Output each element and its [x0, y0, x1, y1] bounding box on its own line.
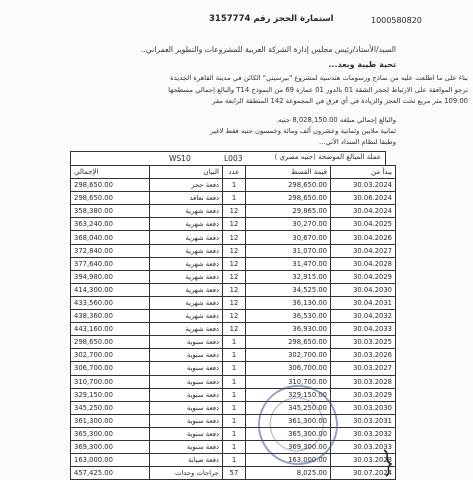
cell-installment: 369,300.00 — [246, 440, 331, 453]
cell-start-date: 30.04.2032 — [331, 310, 396, 323]
cell-count: 1 — [223, 414, 246, 427]
cell-description: دفعة شهرية — [150, 244, 223, 257]
table-row — [71, 296, 396, 309]
table-row — [71, 310, 396, 323]
table-row — [71, 192, 396, 205]
table-row — [71, 323, 396, 336]
cell-description: دفعة سنوية — [150, 336, 223, 349]
cell-description: دفعة شهرية — [150, 257, 223, 270]
cell-total: 298,650.00 — [71, 336, 150, 349]
table-body — [71, 179, 396, 480]
cell-description: دفعة صيانة — [150, 454, 223, 467]
cell-installment: 30,270.00 — [246, 218, 331, 231]
cell-description: دفعة شهرية — [150, 205, 223, 218]
cell-installment: 302,700.00 — [246, 349, 331, 362]
table-row — [71, 218, 396, 231]
cell-start-date: 30.03.2026 — [331, 349, 396, 362]
cell-total: 368,040.00 — [71, 231, 150, 244]
table-row — [71, 362, 396, 375]
cell-start-date: 30.04.2030 — [331, 283, 396, 296]
cell-installment: 36,930.00 — [246, 323, 331, 336]
cell-count: 1 — [223, 454, 246, 467]
cell-count: 1 — [223, 427, 246, 440]
cell-start-date: 30.03.2028 — [331, 375, 396, 388]
cell-count: 12 — [223, 270, 246, 283]
col-header-start-date: يبدأ من — [331, 166, 396, 179]
table-row — [71, 179, 396, 192]
cell-total: 361,300.00 — [71, 414, 150, 427]
cell-total: 298,650.00 — [71, 179, 150, 192]
cell-installment: 310,700.00 — [246, 375, 331, 388]
cell-installment: 298,650.00 — [246, 192, 331, 205]
cell-count: 1 — [223, 192, 246, 205]
cell-description: دفعة سنوية — [150, 427, 223, 440]
cell-total: 298,650.00 — [71, 192, 150, 205]
total-amount-line: والبالغ إجمالي مبلغه 8,028,150.00 جنيه. — [276, 116, 396, 124]
cell-count: 1 — [223, 401, 246, 414]
cell-count: 12 — [223, 283, 246, 296]
cell-installment: 8,025.00 — [246, 467, 331, 480]
cell-start-date: 30.03.2027 — [331, 362, 396, 375]
cell-start-date: 30.04.2024 — [331, 205, 396, 218]
paragraph-line-1: بناء على ما اطلعت عليه من نماذج ورسومات هندسية لمشروع "بيرسيتي" الكائن في مدينة القاهرة الجديدة — [170, 74, 468, 82]
form-title: استمارة الحجز رقم 3157774 — [209, 14, 334, 24]
cell-total: 363,240.00 — [71, 218, 150, 231]
cell-count: 12 — [223, 257, 246, 270]
cell-start-date: 30.03.2032 — [331, 427, 396, 440]
cell-installment: 298,650.00 — [246, 179, 331, 192]
paragraph-line-3: 109.00 متر مربع تحت العجز والزيادة في أي فرق في المجموعة 142 المنطقة الرابعة مقر — [212, 97, 468, 105]
cell-count: 1 — [223, 179, 246, 192]
document-number: 1000580820 — [371, 16, 422, 25]
cell-start-date: 30.03.2025 — [331, 336, 396, 349]
cell-start-date: 30.04.2029 — [331, 270, 396, 283]
col-header-installment: قيمة القسط — [246, 166, 331, 179]
cell-start-date: 30.03.2033 — [331, 440, 396, 453]
table-row — [71, 401, 396, 414]
cell-start-date: 30.04.2028 — [331, 257, 396, 270]
cell-count: 12 — [223, 218, 246, 231]
cell-count: 12 — [223, 296, 246, 309]
cell-total: 306,700.00 — [71, 362, 150, 375]
cell-total: 377,640.00 — [71, 257, 150, 270]
payment-system-line: وطبقا لنظام السداد الآتي... — [318, 138, 396, 146]
cell-total: 329,150.00 — [71, 388, 150, 401]
cell-installment: 32,915.00 — [246, 270, 331, 283]
cell-installment: 163,000.00 — [246, 454, 331, 467]
addressee-line: السيد/الأستاذ/رئيس مجلس إدارة الشركة العربية للمشروعات والتطوير العمراني.. — [141, 45, 396, 54]
paragraph-line-2: نرجو الموافقة على الارتباط لحجز الشقة 01 بالدور 01 عمارة 69 من النموذج T14 والبالغ إجمالي مسطحها — [168, 86, 468, 94]
greeting-line: تحية طيبة وبعد... — [328, 60, 396, 69]
signature-mark — [381, 448, 395, 478]
cell-total: 394,980.00 — [71, 270, 150, 283]
table-row — [71, 414, 396, 427]
table-row — [71, 231, 396, 244]
cell-description: دفعة سنوية — [150, 440, 223, 453]
col-header-description: البيان — [150, 166, 223, 179]
payment-table — [70, 165, 396, 480]
cell-description: دفعة شهرية — [150, 323, 223, 336]
cell-installment: 31,470.00 — [246, 257, 331, 270]
cell-start-date: 30.04.2031 — [331, 296, 396, 309]
cell-count: 1 — [223, 362, 246, 375]
cell-total: 443,160.00 — [71, 323, 150, 336]
cell-count: 1 — [223, 440, 246, 453]
cell-description: دفعة سنوية — [150, 414, 223, 427]
cell-installment: 361,300.00 — [246, 414, 331, 427]
table-header-row — [71, 166, 396, 179]
total-in-words-line: ثمانية ملايين وثمانية وعشرون ألف ومائة وخمسون جنيه فقط لاغير — [210, 127, 396, 135]
cell-count: 1 — [223, 388, 246, 401]
cell-description: دفعة سنوية — [150, 401, 223, 414]
cell-installment: 365,300.00 — [246, 427, 331, 440]
table-row — [71, 454, 396, 467]
cell-description: دفعة سنوية — [150, 388, 223, 401]
table-row — [71, 467, 396, 480]
cell-description: دفعة تعاقد — [150, 192, 223, 205]
cell-total: 372,840.00 — [71, 244, 150, 257]
cell-description: دفعة شهرية — [150, 283, 223, 296]
col-header-total: الإجمالي — [71, 166, 150, 179]
cell-count: 12 — [223, 205, 246, 218]
cell-total: 163,000.00 — [71, 454, 150, 467]
table-row — [71, 244, 396, 257]
cell-description: دفعة سنوية — [150, 362, 223, 375]
cell-start-date: 30.03.2029 — [331, 388, 396, 401]
table-caption — [70, 151, 386, 165]
cell-count: 1 — [223, 375, 246, 388]
cell-installment: 329,150.00 — [246, 388, 331, 401]
table-row — [71, 205, 396, 218]
code-l: L003 — [224, 154, 243, 163]
cell-total: 433,560.00 — [71, 296, 150, 309]
table-row — [71, 375, 396, 388]
table-row — [71, 388, 396, 401]
cell-installment: 29,865.00 — [246, 205, 331, 218]
cell-total: 365,300.00 — [71, 427, 150, 440]
cell-count: 12 — [223, 231, 246, 244]
cell-start-date: 30.04.2033 — [331, 323, 396, 336]
cell-description: دفعة شهرية — [150, 310, 223, 323]
cell-start-date: 30.04.2026 — [331, 231, 396, 244]
cell-installment: 298,650.00 — [246, 336, 331, 349]
cell-start-date: 30.03.2024 — [331, 179, 396, 192]
cell-count: 1 — [223, 349, 246, 362]
cell-installment: 306,700.00 — [246, 362, 331, 375]
cell-count: 12 — [223, 323, 246, 336]
table-row — [71, 270, 396, 283]
table-row — [71, 257, 396, 270]
cell-description: دفعة حجز — [150, 179, 223, 192]
cell-description: دفعة شهرية — [150, 296, 223, 309]
cell-start-date: 30.07.2024 — [331, 467, 396, 480]
cell-installment: 345,250.00 — [246, 401, 331, 414]
cell-total: 302,700.00 — [71, 349, 150, 362]
cell-start-date: 30.03.2031 — [331, 414, 396, 427]
cell-start-date: 30.04.2027 — [331, 244, 396, 257]
cell-description: دفعة سنوية — [150, 349, 223, 362]
table-row — [71, 349, 396, 362]
cell-description: دفعة شهرية — [150, 218, 223, 231]
cell-total: 414,300.00 — [71, 283, 150, 296]
cell-installment: 36,130.00 — [246, 296, 331, 309]
payment-schedule — [70, 151, 392, 480]
cell-count: 57 — [223, 467, 246, 480]
cell-total: 310,700.00 — [71, 375, 150, 388]
cell-description: دفعة شهرية — [150, 231, 223, 244]
code-ws: WS10 — [169, 154, 191, 163]
table-row — [71, 283, 396, 296]
cell-installment: 31,070.00 — [246, 244, 331, 257]
cell-description: دفعة شهرية — [150, 270, 223, 283]
cell-installment: 36,530.00 — [246, 310, 331, 323]
col-header-count: عدد — [223, 166, 246, 179]
cell-total: 438,360.00 — [71, 310, 150, 323]
cell-total: 358,380.00 — [71, 205, 150, 218]
cell-total: 345,250.00 — [71, 401, 150, 414]
table-row — [71, 427, 396, 440]
cell-start-date: 30.04.2025 — [331, 218, 396, 231]
cell-description: جراجات وحدات — [150, 467, 223, 480]
cell-total: 369,300.00 — [71, 440, 150, 453]
cell-description: دفعة سنوية — [150, 375, 223, 388]
currency-header: عملة المبالغ الموضحة (جنيه مصري ) — [274, 153, 381, 161]
cell-installment: 34,525.00 — [246, 283, 331, 296]
table-row — [71, 440, 396, 453]
cell-total: 457,425.00 — [71, 467, 150, 480]
cell-count: 12 — [223, 310, 246, 323]
cell-installment: 30,670.00 — [246, 231, 331, 244]
cell-start-date: 30.06.2024 — [331, 192, 396, 205]
cell-count: 1 — [223, 336, 246, 349]
cell-count: 12 — [223, 244, 246, 257]
table-row — [71, 336, 396, 349]
cell-start-date: 30.03.2030 — [331, 401, 396, 414]
cell-start-date: 30.03.2028 — [331, 454, 396, 467]
